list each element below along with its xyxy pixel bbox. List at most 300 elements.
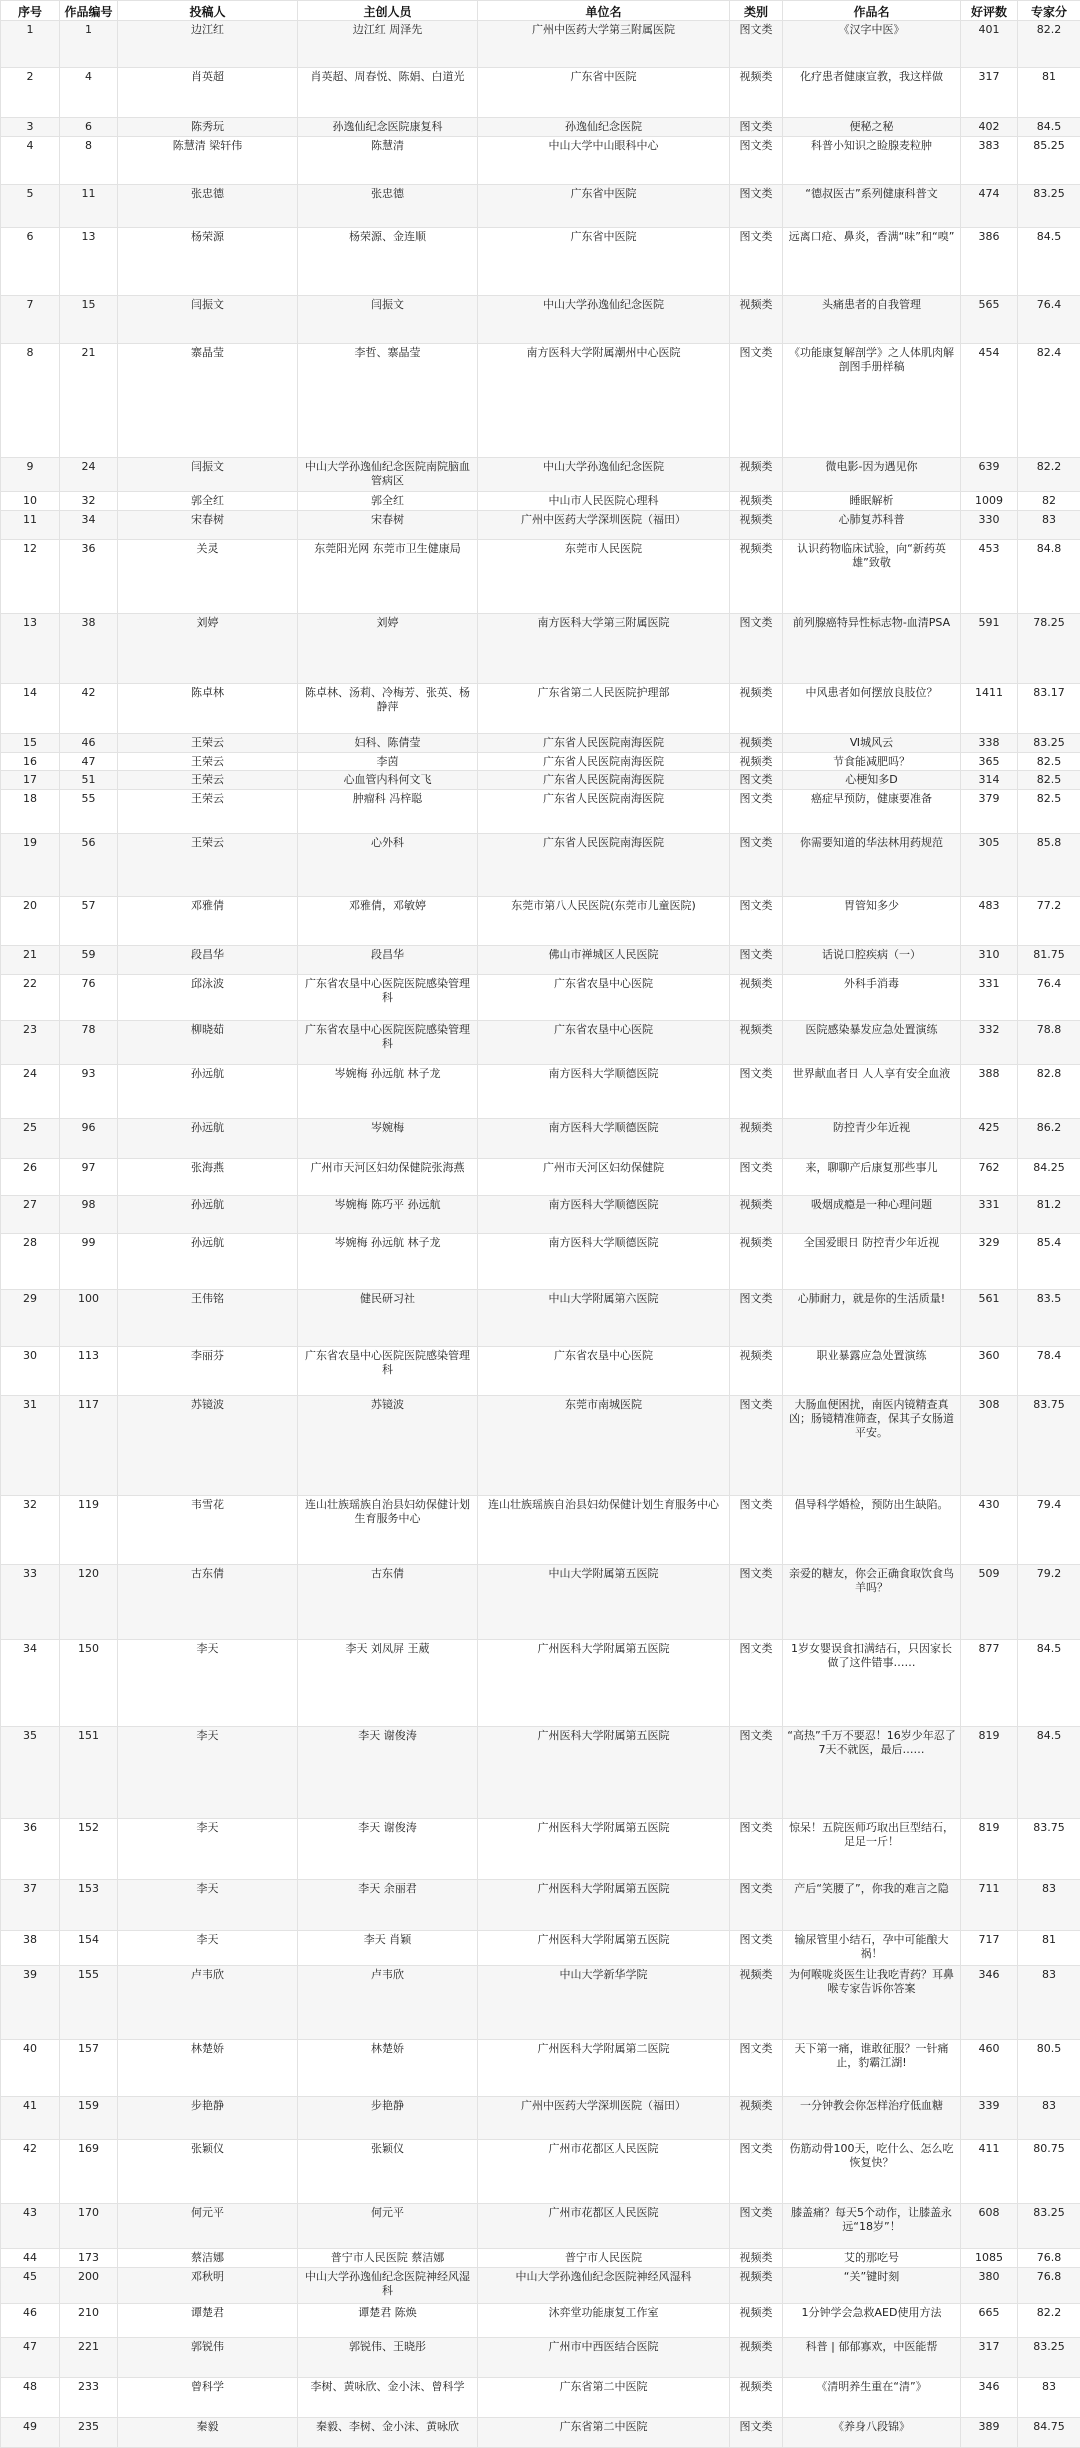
cell-organization: 南方医科大学顺德医院 (478, 1118, 730, 1158)
cell-work-id: 59 (60, 945, 118, 975)
cell-work-id: 154 (60, 1931, 118, 1966)
cell-index: 25 (1, 1118, 60, 1158)
cell-submitter: 韦雪花 (118, 1496, 298, 1564)
cell-index: 40 (1, 2040, 60, 2096)
cell-submitter: 邱泳波 (118, 975, 298, 1020)
table-row (1, 613, 1080, 684)
cell-organization: 南方医科大学顺德医院 (478, 1064, 730, 1118)
cell-expert-score: 83.75 (1018, 1818, 1080, 1880)
cell-work-title: 《功能康复解剖学》之人体肌肉解剖图手册样稿 (783, 344, 961, 458)
column-header-submitter: 投稿人 (118, 1, 298, 21)
cell-index: 10 (1, 492, 60, 511)
cell-submitter: 孙远航 (118, 1118, 298, 1158)
cell-organization: 中山大学新华学院 (478, 1966, 730, 2040)
table-row (1, 118, 1080, 137)
cell-expert-score: 82.5 (1018, 752, 1080, 771)
cell-likes: 1009 (961, 492, 1018, 511)
cell-organization: 广东省人民医院南海医院 (478, 790, 730, 834)
table-row (1, 1395, 1080, 1495)
cell-organization: 南方医科大学顺德医院 (478, 1233, 730, 1289)
cell-creators: 孙逸仙纪念医院康复科 (298, 118, 478, 137)
cell-organization: 广州医科大学附属第五医院 (478, 1818, 730, 1880)
cell-organization: 东莞市第八人民医院(东莞市儿童医院) (478, 897, 730, 946)
table-row (1, 539, 1080, 613)
table-row (1, 1726, 1080, 1818)
cell-category: 视频类 (730, 2248, 783, 2267)
cell-work-id: 1 (60, 21, 118, 68)
cell-category: 视频类 (730, 2267, 783, 2303)
cell-work-id: 38 (60, 613, 118, 684)
cell-likes: 346 (961, 1966, 1018, 2040)
cell-category: 视频类 (730, 295, 783, 344)
table-row (1, 2248, 1080, 2267)
cell-category: 视频类 (730, 684, 783, 734)
cell-submitter: 闫振文 (118, 295, 298, 344)
table-row (1, 2139, 1080, 2203)
cell-creators: 古东倩 (298, 1564, 478, 1639)
table-row (1, 1564, 1080, 1639)
cell-expert-score: 84.8 (1018, 539, 1080, 613)
cell-work-id: 99 (60, 1233, 118, 1289)
cell-category: 视频类 (730, 1233, 783, 1289)
cell-expert-score: 79.4 (1018, 1496, 1080, 1564)
cell-expert-score: 83.25 (1018, 2203, 1080, 2248)
cell-work-id: 6 (60, 118, 118, 137)
cell-submitter: 王荣云 (118, 834, 298, 897)
cell-likes: 665 (961, 2304, 1018, 2338)
table-row (1, 975, 1080, 1020)
cell-creators: 卢韦欣 (298, 1966, 478, 2040)
cell-index: 6 (1, 228, 60, 295)
cell-index: 39 (1, 1966, 60, 2040)
cell-creators: 广东省农垦中心医院医院感染管理科 (298, 975, 478, 1020)
cell-organization: 广东省中医院 (478, 228, 730, 295)
cell-organization: 中山大学孙逸仙纪念医院 (478, 457, 730, 491)
cell-expert-score: 83 (1018, 1880, 1080, 1931)
cell-creators: 郭锐伟、王晓彤 (298, 2338, 478, 2378)
cell-work-title: 吸烟成瘾是一种心理问题 (783, 1196, 961, 1234)
cell-likes: 308 (961, 1395, 1018, 1495)
cell-category: 视频类 (730, 2338, 783, 2378)
cell-submitter: 李天 (118, 1818, 298, 1880)
cell-index: 44 (1, 2248, 60, 2267)
cell-likes: 1085 (961, 2248, 1018, 2267)
cell-work-id: 173 (60, 2248, 118, 2267)
table-row (1, 1118, 1080, 1158)
cell-organization: 广州市天河区妇幼保健院 (478, 1158, 730, 1196)
cell-organization: 中山大学中山眼科中心 (478, 136, 730, 185)
cell-organization: 南方医科大学顺德医院 (478, 1196, 730, 1234)
cell-category: 图文类 (730, 1064, 783, 1118)
cell-work-title: 中风患者如何摆放良肢位？ (783, 684, 961, 734)
cell-creators: 中山大学孙逸仙纪念医院南院脑血管病区 (298, 457, 478, 491)
cell-expert-score: 82.2 (1018, 2304, 1080, 2338)
cell-work-id: 113 (60, 1347, 118, 1396)
cell-creators: 肿瘤科 冯梓聪 (298, 790, 478, 834)
cell-creators: 邓雅倩，邓敏婷 (298, 897, 478, 946)
cell-creators: 陈卓林、汤莉、冷梅芳、张英、杨静萍 (298, 684, 478, 734)
table-row (1, 897, 1080, 946)
cell-submitter: 柳晓茹 (118, 1020, 298, 1064)
cell-index: 38 (1, 1931, 60, 1966)
cell-index: 47 (1, 2338, 60, 2378)
cell-submitter: 李丽芬 (118, 1347, 298, 1396)
cell-creators: 中山大学孙逸仙纪念医院神经风湿科 (298, 2267, 478, 2303)
cell-submitter: 孙远航 (118, 1233, 298, 1289)
cell-index: 29 (1, 1289, 60, 1346)
cell-expert-score: 83 (1018, 2378, 1080, 2418)
cell-index: 16 (1, 752, 60, 771)
cell-likes: 332 (961, 1020, 1018, 1064)
cell-index: 28 (1, 1233, 60, 1289)
cell-creators: 郭全红 (298, 492, 478, 511)
cell-work-title: 心梗知多D (783, 771, 961, 790)
cell-work-id: 120 (60, 1564, 118, 1639)
cell-work-title: 惊呆！五院医师巧取出巨型结石，足足一斤！ (783, 1818, 961, 1880)
cell-organization: 广东省中医院 (478, 68, 730, 118)
cell-organization: 广东省人民医院南海医院 (478, 733, 730, 752)
cell-creators: 连山壮族瑶族自治县妇幼保健计划生育服务中心 (298, 1496, 478, 1564)
cell-index: 3 (1, 118, 60, 137)
cell-likes: 453 (961, 539, 1018, 613)
cell-organization: 广东省农垦中心医院 (478, 975, 730, 1020)
cell-index: 21 (1, 945, 60, 975)
cell-likes: 483 (961, 897, 1018, 946)
cell-expert-score: 83.25 (1018, 185, 1080, 228)
cell-creators: 李天 余丽君 (298, 1880, 478, 1931)
cell-work-title: 科普 | 郁郁寡欢，中医能帮 (783, 2338, 961, 2378)
cell-work-title: 1分钟学会急救AED使用方法 (783, 2304, 961, 2338)
cell-creators: 广东省农垦中心医院医院感染管理科 (298, 1020, 478, 1064)
cell-work-id: 151 (60, 1726, 118, 1818)
cell-work-title: 前列腺癌特异性标志物-血清PSA (783, 613, 961, 684)
cell-expert-score: 85.8 (1018, 834, 1080, 897)
cell-work-id: 36 (60, 539, 118, 613)
cell-expert-score: 84.25 (1018, 1158, 1080, 1196)
cell-expert-score: 79.2 (1018, 1564, 1080, 1639)
table-row (1, 771, 1080, 790)
cell-category: 图文类 (730, 790, 783, 834)
cell-index: 5 (1, 185, 60, 228)
cell-submitter: 陈卓林 (118, 684, 298, 734)
cell-likes: 454 (961, 344, 1018, 458)
cell-expert-score: 82.2 (1018, 457, 1080, 491)
cell-category: 视频类 (730, 457, 783, 491)
cell-expert-score: 81.2 (1018, 1196, 1080, 1234)
cell-work-title: “德叔医古”系列健康科普文 (783, 185, 961, 228)
cell-likes: 365 (961, 752, 1018, 771)
cell-submitter: 邓雅倩 (118, 897, 298, 946)
table-row (1, 1196, 1080, 1234)
cell-organization: 中山市人民医院心理科 (478, 492, 730, 511)
cell-index: 7 (1, 295, 60, 344)
cell-work-title: 《汉字中医》 (783, 21, 961, 68)
cell-submitter: 寨晶莹 (118, 344, 298, 458)
cell-category: 视频类 (730, 1966, 783, 2040)
cell-category: 视频类 (730, 68, 783, 118)
cell-expert-score: 81 (1018, 68, 1080, 118)
table-row (1, 834, 1080, 897)
cell-work-title: 远离口疮、鼻炎，香满“味”和“嗅” (783, 228, 961, 295)
cell-work-title: 倡导科学婚检，预防出生缺陷。 (783, 1496, 961, 1564)
cell-organization: 广州医科大学附属第五医院 (478, 1726, 730, 1818)
column-header-expert-score: 专家分 (1018, 1, 1080, 21)
cell-likes: 346 (961, 2378, 1018, 2418)
cell-expert-score: 76.8 (1018, 2248, 1080, 2267)
cell-work-id: 24 (60, 457, 118, 491)
table-row (1, 2267, 1080, 2303)
table-body (1, 21, 1080, 2448)
cell-submitter: 卢韦欣 (118, 1966, 298, 2040)
cell-index: 49 (1, 2417, 60, 2447)
cell-work-title: 伤筋动骨100天，吃什么、怎么吃恢复快？ (783, 2139, 961, 2203)
cell-organization: 广东省人民医院南海医院 (478, 752, 730, 771)
cell-category: 图文类 (730, 1726, 783, 1818)
cell-category: 视频类 (730, 510, 783, 539)
cell-organization: 广州医科大学附属第五医院 (478, 1931, 730, 1966)
cell-creators: 宋春树 (298, 510, 478, 539)
table-row (1, 295, 1080, 344)
cell-likes: 639 (961, 457, 1018, 491)
cell-index: 45 (1, 2267, 60, 2303)
cell-organization: 广东省中医院 (478, 185, 730, 228)
cell-index: 11 (1, 510, 60, 539)
cell-work-id: 78 (60, 1020, 118, 1064)
cell-index: 42 (1, 2139, 60, 2203)
cell-category: 图文类 (730, 344, 783, 458)
cell-likes: 561 (961, 1289, 1018, 1346)
cell-category: 视频类 (730, 2096, 783, 2139)
cell-category: 视频类 (730, 1020, 783, 1064)
cell-organization: 广东省人民医院南海医院 (478, 834, 730, 897)
cell-category: 图文类 (730, 834, 783, 897)
cell-work-id: 97 (60, 1158, 118, 1196)
cell-index: 36 (1, 1818, 60, 1880)
table-row (1, 228, 1080, 295)
cell-expert-score: 82.5 (1018, 790, 1080, 834)
cell-submitter: 郭全红 (118, 492, 298, 511)
cell-likes: 360 (961, 1347, 1018, 1396)
cell-work-title: 职业暴露应急处置演练 (783, 1347, 961, 1396)
cell-creators: 秦毅、李树、金小沫、黄咏欣 (298, 2417, 478, 2447)
cell-submitter: 宋春树 (118, 510, 298, 539)
cell-category: 图文类 (730, 2040, 783, 2096)
cell-creators: 李天 刘凤屏 王葳 (298, 1639, 478, 1726)
cell-creators: 步艳静 (298, 2096, 478, 2139)
cell-index: 41 (1, 2096, 60, 2139)
cell-likes: 305 (961, 834, 1018, 897)
cell-organization: 广州中医药大学深圳医院（福田） (478, 2096, 730, 2139)
cell-work-title: 心肺耐力，就是你的生活质量! (783, 1289, 961, 1346)
cell-creators: 闫振文 (298, 295, 478, 344)
column-header-creators: 主创人员 (298, 1, 478, 21)
cell-category: 图文类 (730, 136, 783, 185)
cell-work-title: 胃管知多少 (783, 897, 961, 946)
table-row (1, 1818, 1080, 1880)
table-row (1, 68, 1080, 118)
cell-work-title: 话说口腔疾病（一） (783, 945, 961, 975)
cell-index: 12 (1, 539, 60, 613)
cell-likes: 877 (961, 1639, 1018, 1726)
cell-work-title: 一分钟教会你怎样治疗低血糖 (783, 2096, 961, 2139)
cell-work-title: Ⅵ城风云 (783, 733, 961, 752)
column-header-organization: 单位名 (478, 1, 730, 21)
cell-category: 图文类 (730, 1818, 783, 1880)
cell-work-id: 57 (60, 897, 118, 946)
cell-index: 19 (1, 834, 60, 897)
cell-work-title: 微电影-因为遇见你 (783, 457, 961, 491)
cell-submitter: 王荣云 (118, 771, 298, 790)
cell-organization: 中山大学孙逸仙纪念医院 (478, 295, 730, 344)
cell-likes: 474 (961, 185, 1018, 228)
cell-work-id: 13 (60, 228, 118, 295)
cell-work-title: 世界献血者日 人人享有安全血液 (783, 1064, 961, 1118)
cell-likes: 1411 (961, 684, 1018, 734)
cell-work-id: 169 (60, 2139, 118, 2203)
cell-creators: 岑婉梅 孙远航 林子龙 (298, 1064, 478, 1118)
table-row (1, 136, 1080, 185)
cell-likes: 608 (961, 2203, 1018, 2248)
cell-work-id: 47 (60, 752, 118, 771)
cell-work-title: 膝盖痛？每天5个动作，让膝盖永远“18岁”！ (783, 2203, 961, 2248)
cell-index: 1 (1, 21, 60, 68)
cell-index: 22 (1, 975, 60, 1020)
cell-work-title: 外科手消毒 (783, 975, 961, 1020)
table-row (1, 1880, 1080, 1931)
cell-submitter: 李天 (118, 1639, 298, 1726)
cell-index: 14 (1, 684, 60, 734)
cell-likes: 338 (961, 733, 1018, 752)
cell-expert-score: 83 (1018, 2096, 1080, 2139)
cell-work-id: 100 (60, 1289, 118, 1346)
table-row (1, 344, 1080, 458)
cell-expert-score: 83.5 (1018, 1289, 1080, 1346)
cell-creators: 边江红 周泽先 (298, 21, 478, 68)
cell-work-id: 235 (60, 2417, 118, 2447)
cell-work-title: 医院感染暴发应急处置演练 (783, 1020, 961, 1064)
cell-category: 图文类 (730, 1289, 783, 1346)
table-row (1, 21, 1080, 68)
cell-index: 34 (1, 1639, 60, 1726)
cell-creators: 李茵 (298, 752, 478, 771)
cell-creators: 东莞阳光网 东莞市卫生健康局 (298, 539, 478, 613)
cell-work-title: 癌症早预防，健康要准备 (783, 790, 961, 834)
cell-expert-score: 76.8 (1018, 2267, 1080, 2303)
cell-expert-score: 76.4 (1018, 295, 1080, 344)
cell-work-title: 科普小知识之睑腺麦粒肿 (783, 136, 961, 185)
cell-work-id: 55 (60, 790, 118, 834)
cell-submitter: 苏镜波 (118, 1395, 298, 1495)
column-header-work-title: 作品名 (783, 1, 961, 21)
cell-index: 18 (1, 790, 60, 834)
table-row (1, 510, 1080, 539)
column-header-likes: 好评数 (961, 1, 1018, 21)
cell-work-title: 为何喉咙炎医生让我吃青药？耳鼻喉专家告诉你答案 (783, 1966, 961, 2040)
cell-submitter: 秦毅 (118, 2417, 298, 2447)
cell-category: 视频类 (730, 733, 783, 752)
cell-likes: 402 (961, 118, 1018, 137)
cell-creators: 健民研习社 (298, 1289, 478, 1346)
cell-work-id: 46 (60, 733, 118, 752)
cell-creators: 谭楚君 陈焕 (298, 2304, 478, 2338)
cell-expert-score: 83.17 (1018, 684, 1080, 734)
cell-index: 4 (1, 136, 60, 185)
cell-likes: 509 (961, 1564, 1018, 1639)
cell-submitter: 何元平 (118, 2203, 298, 2248)
cell-creators: 心外科 (298, 834, 478, 897)
column-header-work-id: 作品编号 (60, 1, 118, 21)
cell-likes: 388 (961, 1064, 1018, 1118)
cell-work-id: 21 (60, 344, 118, 458)
cell-submitter: 肖英超 (118, 68, 298, 118)
cell-category: 图文类 (730, 945, 783, 975)
cell-organization: 佛山市禅城区人民医院 (478, 945, 730, 975)
cell-work-id: 98 (60, 1196, 118, 1234)
cell-likes: 711 (961, 1880, 1018, 1931)
cell-work-id: 96 (60, 1118, 118, 1158)
column-header-index: 序号 (1, 1, 60, 21)
cell-work-title: 你需要知道的华法林用药规范 (783, 834, 961, 897)
cell-expert-score: 84.5 (1018, 1726, 1080, 1818)
cell-work-id: 11 (60, 185, 118, 228)
cell-submitter: 王荣云 (118, 752, 298, 771)
cell-expert-score: 85.25 (1018, 136, 1080, 185)
cell-expert-score: 83.75 (1018, 1395, 1080, 1495)
cell-expert-score: 84.5 (1018, 118, 1080, 137)
cell-submitter: 孙远航 (118, 1064, 298, 1118)
cell-creators: 妇科、陈倩莹 (298, 733, 478, 752)
cell-organization: 广州医科大学附属第五医院 (478, 1880, 730, 1931)
cell-organization: 孙逸仙纪念医院 (478, 118, 730, 137)
cell-creators: 刘婷 (298, 613, 478, 684)
cell-category: 视频类 (730, 2378, 783, 2418)
cell-creators: 何元平 (298, 2203, 478, 2248)
cell-organization: 中山大学孙逸仙纪念医院神经风湿科 (478, 2267, 730, 2303)
cell-creators: 广州市天河区妇幼保健院张海燕 (298, 1158, 478, 1196)
cell-expert-score: 84.5 (1018, 1639, 1080, 1726)
cell-expert-score: 78.4 (1018, 1347, 1080, 1396)
cell-category: 图文类 (730, 1564, 783, 1639)
cell-likes: 329 (961, 1233, 1018, 1289)
cell-submitter: 王伟铭 (118, 1289, 298, 1346)
cell-submitter: 李天 (118, 1726, 298, 1818)
cell-organization: 中山大学附属第六医院 (478, 1289, 730, 1346)
cell-work-id: 170 (60, 2203, 118, 2248)
cell-submitter: 邓秋明 (118, 2267, 298, 2303)
cell-expert-score: 86.2 (1018, 1118, 1080, 1158)
cell-creators: 心血管内科何文飞 (298, 771, 478, 790)
cell-creators: 李天 谢俊涛 (298, 1726, 478, 1818)
cell-work-title: 全国爱眼日 防控青少年近视 (783, 1233, 961, 1289)
cell-index: 24 (1, 1064, 60, 1118)
table-row (1, 2417, 1080, 2447)
cell-organization: 广东省第二人民医院护理部 (478, 684, 730, 734)
cell-expert-score: 82.4 (1018, 344, 1080, 458)
cell-submitter: 李天 (118, 1880, 298, 1931)
table-row (1, 492, 1080, 511)
cell-index: 23 (1, 1020, 60, 1064)
cell-expert-score: 78.25 (1018, 613, 1080, 684)
cell-expert-score: 82.8 (1018, 1064, 1080, 1118)
table-row (1, 790, 1080, 834)
cell-index: 31 (1, 1395, 60, 1495)
cell-submitter: 刘婷 (118, 613, 298, 684)
table-row (1, 2304, 1080, 2338)
cell-index: 30 (1, 1347, 60, 1396)
table-row (1, 1347, 1080, 1396)
cell-work-id: 159 (60, 2096, 118, 2139)
cell-likes: 430 (961, 1496, 1018, 1564)
